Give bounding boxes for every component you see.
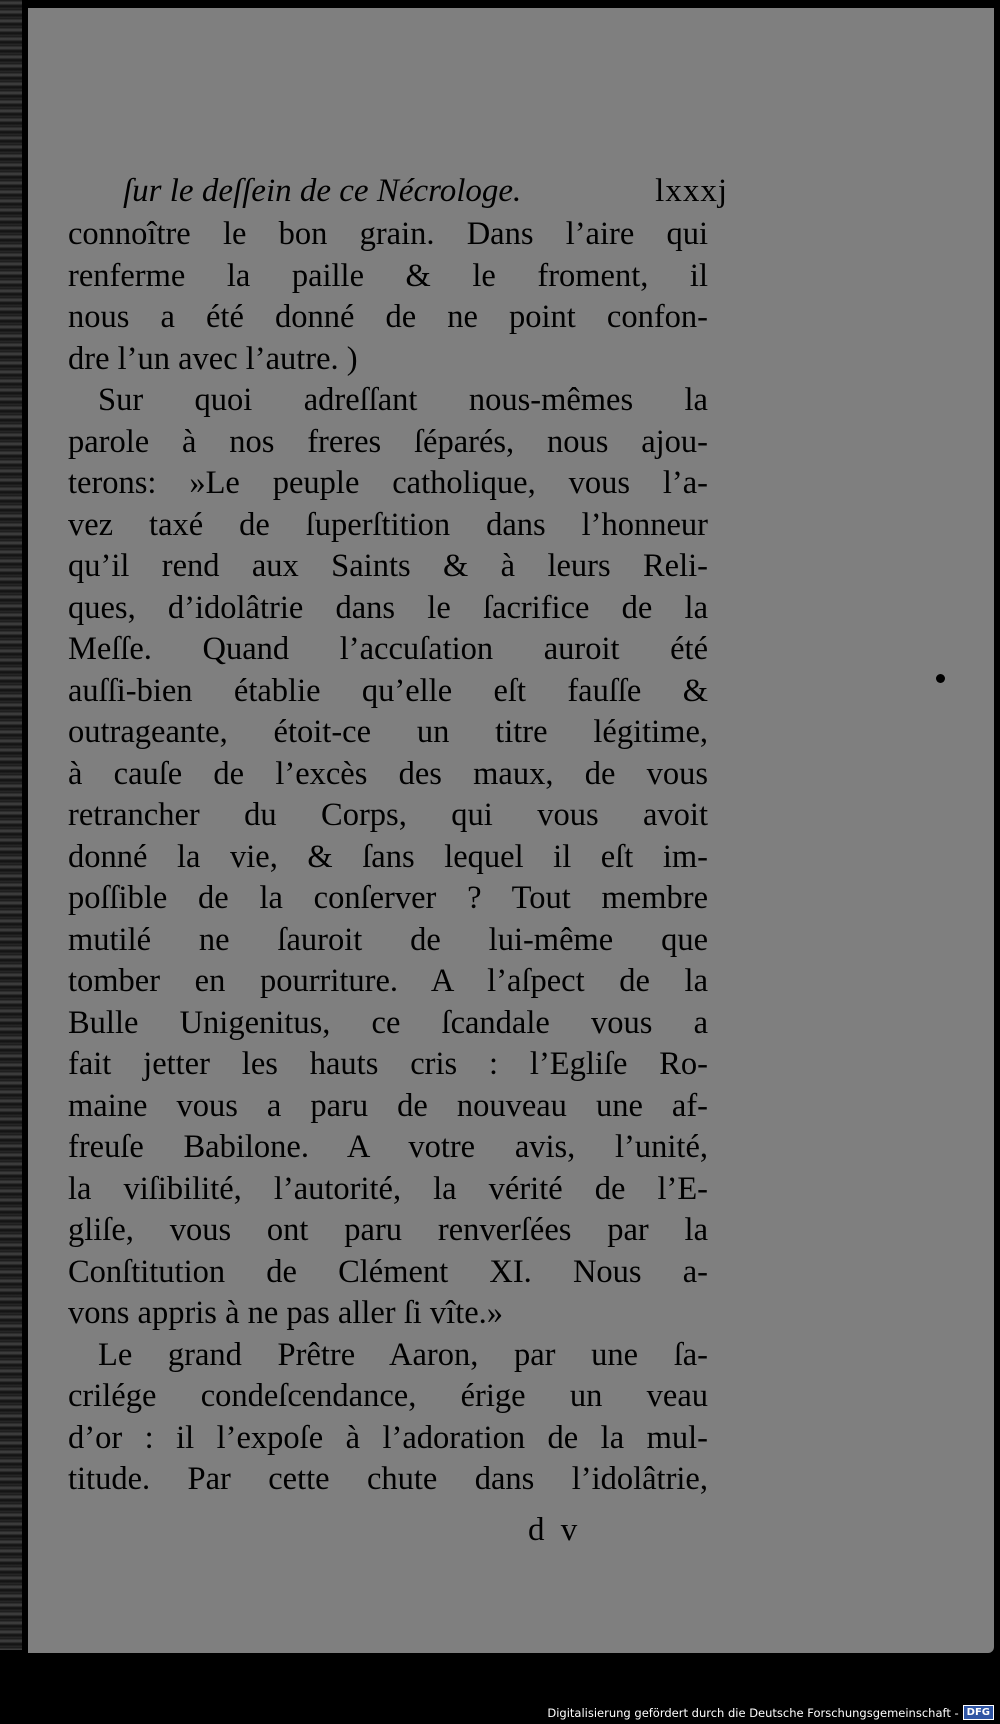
text-line: gliſe, vous ont paru renverſées par la [68,1212,708,1248]
text-block [68,168,728,1553]
text-line: Le grand Prêtre Aaron, par une ſa- [98,1336,708,1373]
text-line: vez taxé de ſuperſtition dans l’honneur [68,506,708,543]
footer-text: Digitalisierung gefördert durch die Deutsche Forschungsgemeinschaft - [547,1705,959,1720]
text-line: nous a été donné de ne point confon- [68,299,708,335]
page-number: lxxxj [655,173,728,209]
text-line: terons: »Le peuple catholique, vous l’a- [68,465,708,501]
text-line: poſſible de la conſerver ? Tout membre [68,880,708,916]
running-head [68,168,728,214]
dfg-logo-icon: DFG [963,1705,994,1720]
text-line: outrageante, étoit-ce un titre légitime, [68,714,708,750]
text-line: Conſtitution de Clément XI. Nous a- [68,1253,708,1290]
digitization-footer [547,1705,994,1720]
text-line: d’or : il l’expoſe à l’adoration de la mul- [68,1419,708,1456]
text-line: vons appris à ne pas aller ſi vîte.» [68,1295,504,1331]
text-line: dre l’un avec l’autre. ) [68,340,358,377]
text-line: fait jetter les hauts cris : l’Egliſe Ro- [68,1046,708,1082]
text-line: auſſi-bien établie qu’elle eſt fauſſe & [68,672,708,709]
ink-speck [936,674,945,683]
text-line: parole à nos freres ſéparés, nous ajou- [68,423,708,460]
text-line: la viſibilité, l’autorité, la vérité de l’E- [68,1170,708,1207]
text-line: à cauſe de l’excès des maux, de vous [68,755,708,792]
text-line: Sur quoi adreſſant nous-mêmes la [98,382,708,418]
text-line: Bulle Unigenitus, ce ſcandale vous a [68,1004,708,1041]
running-head-title: ſur le deſſein de ce Nécrologe. [123,173,522,209]
body-text [68,214,708,1501]
scan-binding-edge [0,0,22,1650]
text-line: connoître le bon grain. Dans l’aire qui [68,216,708,252]
text-line: Meſſe. Quand l’accuſation auroit été [68,631,708,667]
text-line: tomber en pourriture. A l’aſpect de la [68,963,708,999]
book-page [28,8,994,1653]
text-line: maine vous a paru de nouveau une af- [68,1087,708,1124]
text-line: renferme la paille & le froment, il [68,257,708,294]
text-line: freuſe Babilone. A votre avis, l’unité, [68,1129,708,1165]
signature-mark: d v [528,1511,582,1548]
text-line: mutilé ne ſauroit de lui-même que [68,921,708,958]
text-line: qu’il rend aux Saints & à leurs Reli- [68,548,708,584]
text-line: crilége condeſcendance, érige un veau [68,1378,708,1414]
text-line: retrancher du Corps, qui vous avoit [68,797,708,833]
text-line: donné la vie, & ſans lequel il eſt im- [68,838,708,875]
text-line: ques, d’idolâtrie dans le ſacrifice de la [68,589,708,626]
text-line: titude. Par cette chute dans l’idolâtrie, [68,1461,708,1497]
